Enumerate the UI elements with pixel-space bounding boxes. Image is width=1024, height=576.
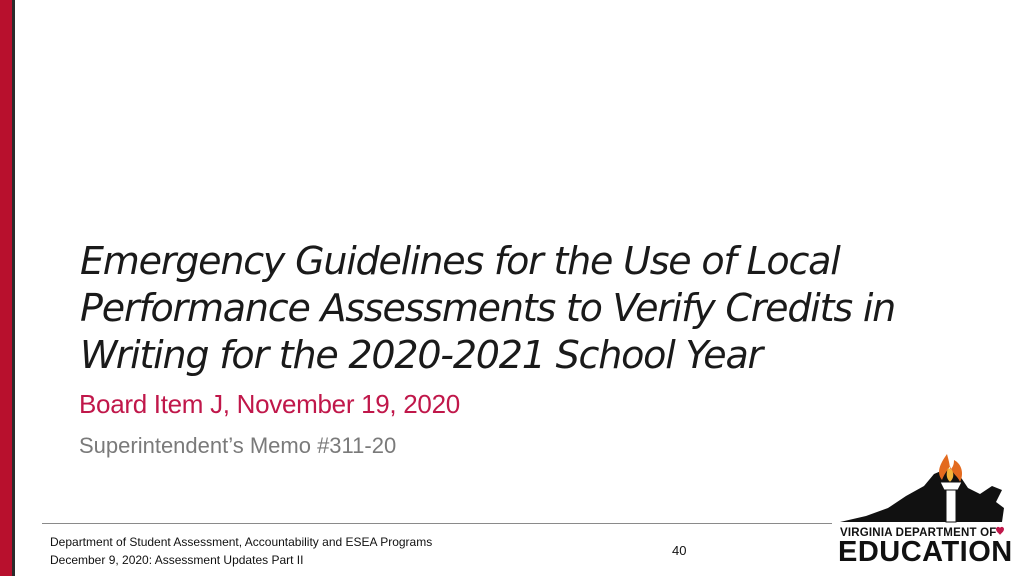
footer-department: Department of Student Assessment, Accountability and ESEA Programs (50, 535, 433, 549)
logo-text-virginia: VIRGINIA DEPARTMENT OF (840, 527, 997, 539)
slide-subtitle: Board Item J, November 19, 2020 (79, 389, 460, 419)
page-number: 40 (672, 543, 687, 558)
memo-reference: Superintendent’s Memo #311-20 (79, 433, 397, 458)
logo-text-education: EDUCATION (838, 536, 1013, 568)
heart-icon (996, 527, 1004, 535)
slide-title: Emergency Guidelines for the Use of Local Performance Assessments to Verify Credits in Writing for the 2020-2021 School Year (80, 239, 896, 377)
footer-date: December 9, 2020: Assessment Updates Part II (50, 553, 304, 567)
virginia-map-icon (840, 468, 1004, 522)
left-accent-shadow (12, 0, 15, 576)
footer-divider (42, 523, 832, 524)
left-accent-bar (0, 0, 12, 576)
